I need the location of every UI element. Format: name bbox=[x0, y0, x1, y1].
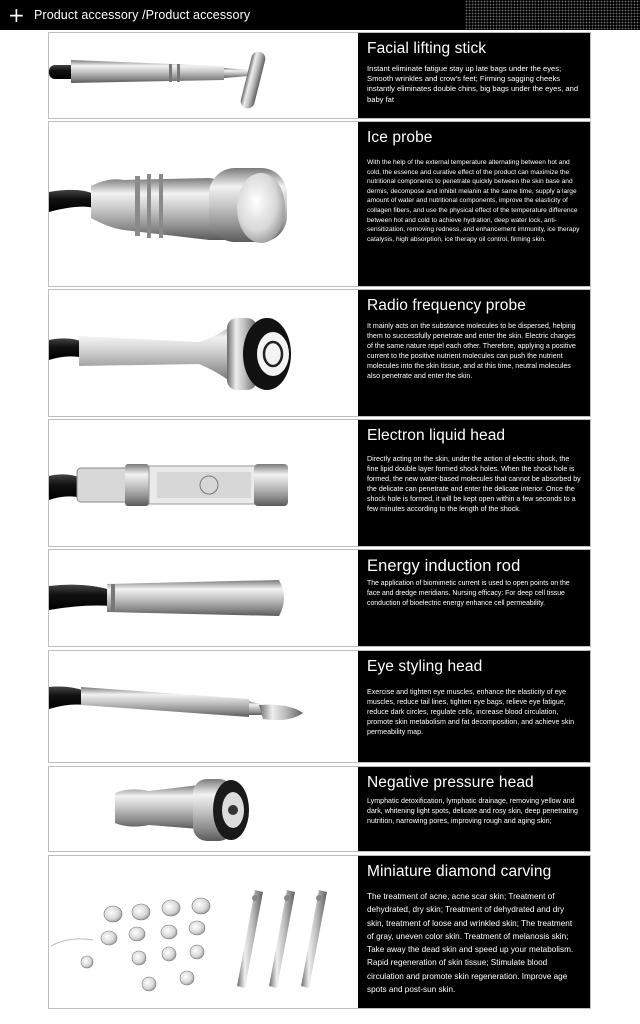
product-title: Ice probe bbox=[367, 129, 433, 146]
product-description: The treatment of acne, acne scar skin; Treatment of dehydrated, dry skin; Treatment of dehydrated and dry skin, treatment of loose and wrinkled skin; The treatment of gray, uneven color skin. Treatment of melanosis skin; Take away the dead skin and speed up your metabolism. Rapid regeneration of skin tissue; Stimulate blood circulation and promote skin regeneration. Improve age spots and post-sun skin. bbox=[367, 892, 574, 995]
product-info-panel bbox=[358, 651, 590, 762]
product-title: Miniature diamond carving bbox=[367, 863, 552, 880]
product-info-panel bbox=[358, 420, 590, 546]
product-title: Energy induction rod bbox=[367, 557, 521, 575]
product-description: Exercise and tighten eye muscles, enhance the elasticity of eye muscles, reduce tail lines, tighten eye bags, relieve eye fatigue, reduce dark circles, regulate cells, increase blood circulation, promote skin metabolism and fat decomposition, and achieve skin permeability map. bbox=[367, 688, 575, 736]
product-description: Directly acting on the skin, under the action of electric shock, the fine lipid double layer formed shock holes. When the shock hole is formed, the new water-based molecules that cannot be absorbed by the delicate can penetrate and enter the delicate interior. Once the shock hole is formed, it will be kept open within a few seconds to a few minutes according to the length of the shock. bbox=[367, 455, 581, 513]
product-info-panel bbox=[358, 550, 590, 646]
radio-frequency-probe-image bbox=[49, 290, 358, 416]
product-card-facial-lifting-stick bbox=[48, 32, 591, 119]
product-description: It mainly acts on the substance molecules to be dispersed, helping them to successfully penetrate and enter the skin. Electric charges of the same nature repel each other. Therefore, applying a positive current to the positive nutrient molecules can push the nutrient molecules into the skin tissue, and at this time, neutral molecules also penetrate and enter the skin. bbox=[367, 322, 576, 380]
plus-icon[interactable]: + bbox=[8, 3, 25, 27]
ice-probe-image bbox=[49, 122, 358, 286]
product-title: Eye styling head bbox=[367, 658, 483, 675]
facial-lifting-stick-image bbox=[49, 33, 358, 118]
product-card-negative-pressure-head bbox=[48, 766, 591, 852]
energy-induction-rod-image bbox=[49, 550, 358, 646]
product-title: Electron liquid head bbox=[367, 427, 506, 444]
product-info-panel bbox=[358, 290, 590, 416]
product-title: Radio frequency probe bbox=[367, 297, 526, 314]
product-info-panel bbox=[358, 122, 590, 286]
product-card-energy-induction-rod bbox=[48, 549, 591, 647]
product-description: The application of biomimetic current is used to open points on the face and dredge meridians. Nursing efficacy: For deep cell tissue conduction of bioelectric energy enhance cell permeability. bbox=[367, 580, 570, 607]
product-description: Instant eliminate fatigue stay up late bags under the eyes; Smooth wrinkles and crow's feet; Firming sagging cheeks instantly eliminates double chins, big bags under the eyes, and baby fat bbox=[367, 64, 579, 104]
dot-pattern bbox=[465, 0, 640, 30]
eye-styling-head-image bbox=[49, 651, 358, 762]
electron-liquid-head-image bbox=[49, 420, 358, 546]
product-card-radio-frequency-probe bbox=[48, 289, 591, 417]
product-info-panel bbox=[358, 33, 590, 118]
negative-pressure-head-image bbox=[49, 767, 358, 851]
product-card-ice-probe bbox=[48, 121, 591, 287]
product-card-miniature-diamond-carving bbox=[48, 855, 591, 1009]
product-title: Negative pressure head bbox=[367, 774, 534, 791]
product-info-panel bbox=[358, 767, 590, 851]
product-card-eye-styling-head bbox=[48, 650, 591, 763]
product-card-electron-liquid-head bbox=[48, 419, 591, 547]
product-title: Facial lifting stick bbox=[367, 40, 487, 57]
header-title: Product accessory /Product accessory bbox=[34, 8, 251, 22]
product-info-panel bbox=[358, 856, 590, 1008]
product-description: With the help of the external temperature alternating between hot and cold, the essence and curative effect of the product can maximize the nutritional components to penetrate quickly between the skin base and dermis, decompose and inhibit melanin at the same time, supply a large amount of water and nutritional components, improve the elasticity of collagen fibers, and use the physical effect of the temperature difference between hot and cold to achieve hydration, deep water lock, anti-sensitization, removing redness, and enhancement immunity, ice therapy catalysis, high absorption, ice therapy oil control, firming skin. bbox=[367, 159, 580, 243]
header-bar bbox=[0, 0, 640, 30]
product-description: Lymphatic detoxification, lymphatic drainage, removing yellow and dark, whitening light spots, delicate and rosy skin, deep penetrating nutrition, narrowing pores, improving rough and aging skin; bbox=[367, 797, 578, 825]
diamond-tips-image bbox=[49, 856, 358, 1008]
